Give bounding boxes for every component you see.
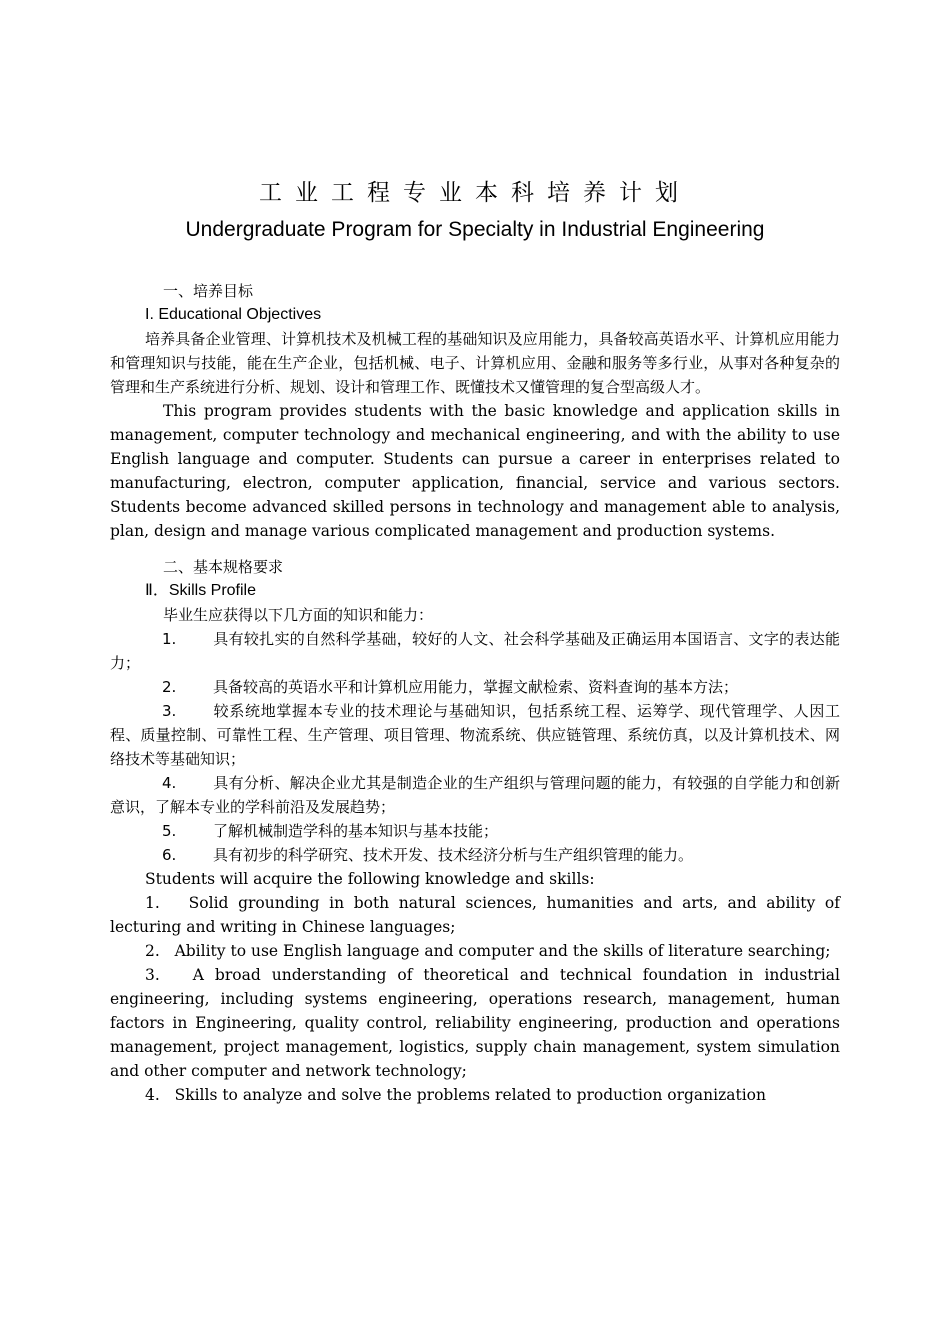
section1-paragraph-cn: 培养具备企业管理、计算机技术及机械工程的基础知识及应用能力，具备较高英语水平、计算机应用能力和管理知识与技能，能在生产企业，包括机械、电子、计算机应用、金融和服务等多行业，从事对各种复杂的管理和生产系统进行分析、规划、设计和管理工作、既懂技术又懂管理的复合型高级人才。 (110, 330, 840, 396)
list-item-cn (110, 699, 840, 771)
list-item-en: 4. Skills to analyze and solve the problems related to production organization (145, 1086, 766, 1104)
list-item-text: 具有分析、解决企业尤其是制造企业的生产组织与管理问题的能力，有较强的自学能力和创新意识，了解本专业的学科前沿及发展趋势； (110, 774, 840, 816)
document-title-en: Undergraduate Program for Specialty in Industrial Engineering (185, 218, 765, 241)
document-body (110, 279, 845, 1107)
list-item-en: 3. A broad understanding of theoretical and technical foundation in industrial engineering, including systems engineering, operations research, management, human factors in Engineering, quality control, reliability engineering, production and operations management, project management, logistics, supply chain management, system simulation and other computer and network technology; (110, 966, 845, 1080)
section1-paragraph-en: This program provides students with the basic knowledge and application skills in management, computer technology and mechanical engineering, and with the ability to use English language and computer. Students can pursue a career in enterprises related to manufacturing, electron, computer application, financial, service and various sectors. Students become advanced skilled persons in technology and management able to analysis, plan, design and manage various complicated management and production systems. (110, 402, 840, 540)
list-item-cn (110, 675, 840, 699)
list-item-number: 4. (162, 774, 177, 792)
list-item-cn (110, 843, 840, 867)
list-item-text: 具备较高的英语水平和计算机应用能力，掌握文献检索、资料查询的基本方法； (213, 678, 739, 696)
section2-intro-en: Students will acquire the following knowledge and skills: (145, 870, 595, 888)
list-item-en: 2. Ability to use English language and computer and the skills of literature searching; (145, 942, 831, 960)
list-item-text: 较系统地掌握本专业的技术理论与基础知识，包括系统工程、运筹学、现代管理学、人因工程、质量控制、可靠性工程、生产管理、项目管理、物流系统、供应链管理、系统仿真，以及计算机技术、网络技术等基础知识； (110, 702, 840, 768)
document-title-cn: 工业工程专业本科培养计划 (259, 180, 691, 206)
section2-heading-cn: 二、基本规格要求 (163, 558, 284, 576)
section-gap (110, 543, 840, 555)
list-item-text: 具有初步的科学研究、技术开发、技术经济分析与生产组织管理的能力。 (213, 846, 694, 864)
list-item-number: 6. (162, 846, 177, 864)
list-item-text: 具有较扎实的自然科学基础，较好的人文、社会科学基础及正确运用本国语言、文字的表达能力； (110, 630, 840, 672)
list-item-number: 2. (162, 678, 177, 696)
list-item-cn (110, 771, 840, 819)
section1-heading-en: I. Educational Objectives (145, 306, 322, 323)
section2-heading-en: Ⅱ．Skills Profile (145, 582, 257, 599)
list-item-number: 5. (162, 822, 177, 840)
list-item-cn (110, 627, 840, 675)
list-item-cn (110, 819, 840, 843)
list-item-text: 了解机械制造学科的基本知识与基本技能； (213, 822, 499, 840)
list-item-en: 1. Solid grounding in both natural sciences, humanities and arts, and ability of lecturing and writing in Chinese languages; (110, 894, 845, 936)
list-item-number: 1. (162, 630, 177, 648)
section2-intro-cn: 毕业生应获得以下几方面的知识和能力： (163, 606, 434, 624)
list-item-number: 3. (162, 702, 177, 720)
section1-heading-cn: 一、培养目标 (163, 282, 254, 300)
